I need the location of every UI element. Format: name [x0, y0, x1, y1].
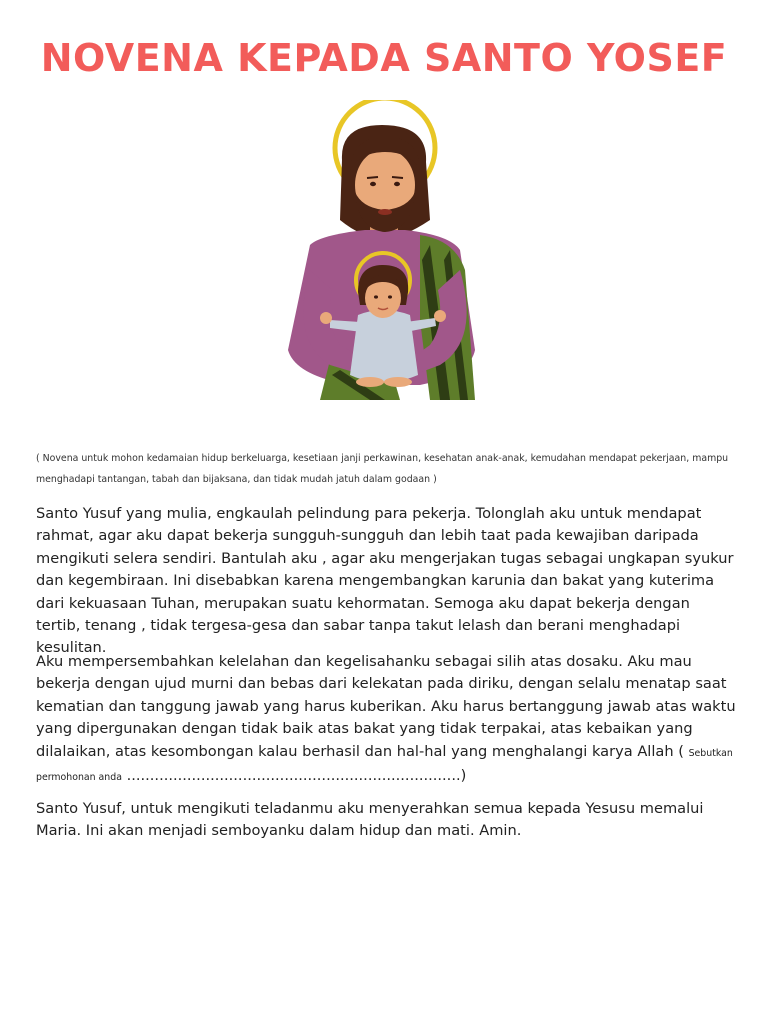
intro-note: ( Novena untuk mohon kedamaian hidup berkeluarga, kesetiaan janji perkawinan, kesehatan anak-anak, kemudahan mendapat pekerjaan, mampu menghadapi tantangan, tabah dan bijaksana, dan tidak mudah jatuh dalam godaan )	[36, 453, 729, 485]
paragraph-3: Santo Yusuf, untuk mengikuti teladanmu aku menyerahkan semua kepada Yesusu memalui Maria. Ini akan menjadi semboyanku dalam hidup dan mati. Amin.	[36, 800, 704, 840]
paragraph-2	[36, 651, 736, 789]
paragraph-1: Santo Yusuf yang mulia, engkaulah pelindung para pekerja. Tolonglah aku untuk mendapat rahmat, agar aku dapat bekerja sungguh-sungguh dan lebih taat pada kewajiban daripada mengikuti selera sendiri. Bantulah aku , agar aku mengerjakan tugas sebagai ungkapan syukur dan kegembiraan. Ini disebabkan karena mengembangkan karunia dan bakat yang kuterima dari kekuasaan Tuhan, merupakan suatu kehormatan. Semoga aku dapat bekerja dengan tertib, tenang , tidak tergesa-gesa dan sabar tanpa takut lelash dan berani menghadapi kesulitan.	[36, 505, 734, 657]
paragraph-2-small-note: Sebutkan permohonan anda	[36, 747, 733, 784]
page-title: NOVENA KEPADA SANTO YOSEF	[40, 36, 728, 80]
saint-joseph-illustration	[270, 100, 490, 400]
paragraph-2-main: Aku mempersembahkan kelelahan dan kegelisahanku sebagai silih atas dosaku. Aku mau bekerja dengan ujud murni dan bebas dari kelekatan pada diriku, dengan selalu menatap saat kematian dan tanggung jawab yang harus kuberikan. Aku harus bertanggung jawab atas waktu yang dipergunakan dengan tidak baik atas bakat yang tidak terpakai, atas kebaikan yang dilalaikan, atas kesombongan kalau berhasil dan hal-hal yang menghalangi karya Allah (	[36, 653, 736, 760]
paragraph-2-end: ........................................................................)	[121, 767, 467, 785]
